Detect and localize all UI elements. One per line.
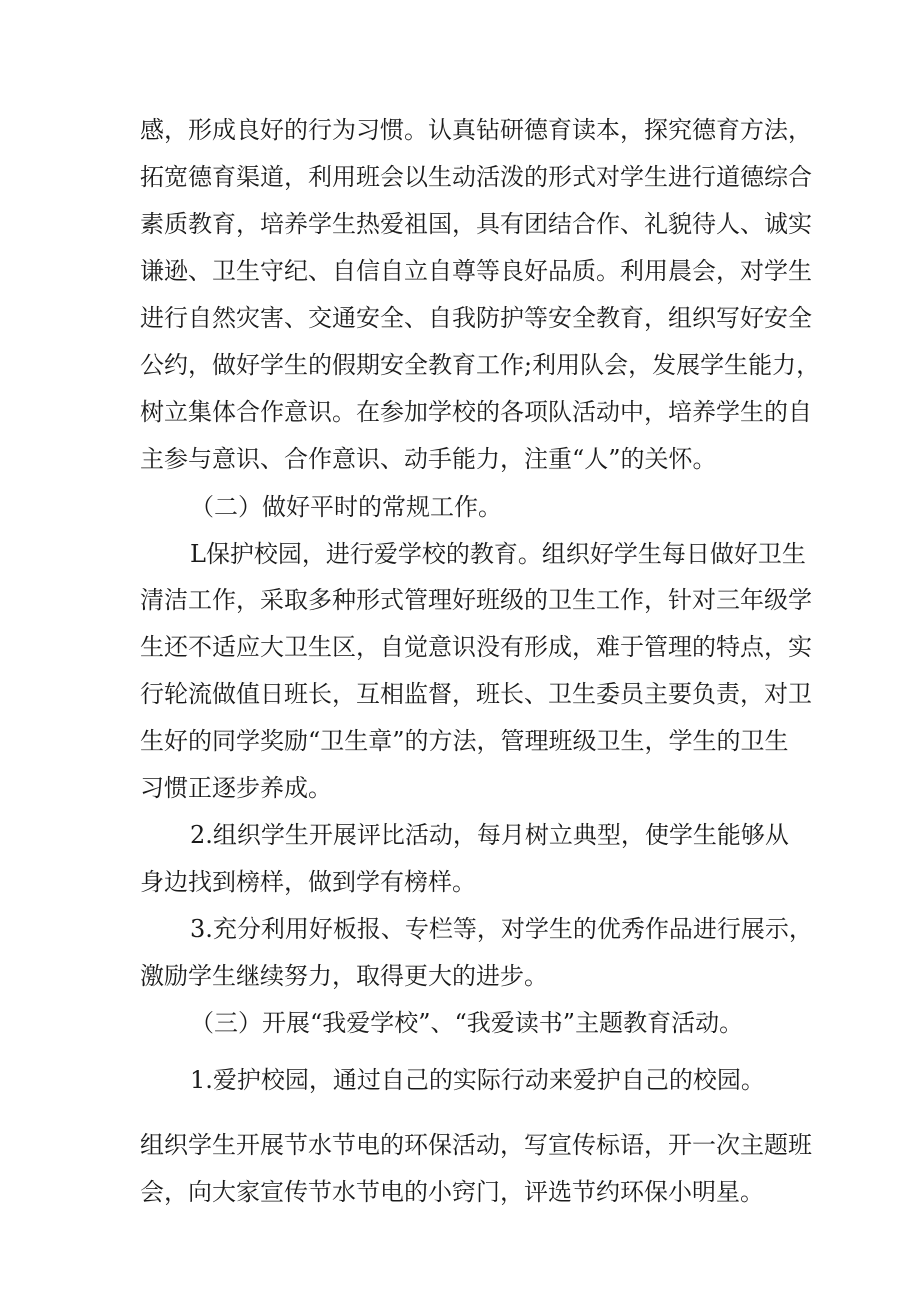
text-line: 拓宽德育渠道，利用班会以生动活泼的形式对学生进行道德综合 [140,163,812,191]
text-line: 素质教育，培养学生热爱祖国，具有团结合作、礼貌待人、诚实 [140,210,812,238]
text-line: 主参与意识、合作意识、动手能力，注重“人”的关怀。 [140,445,717,473]
text-line: 感，形成良好的行为习惯。认真钻研德育读本，探究德育方法， [140,116,812,144]
text-line: 身边找到榜样，做到学有榜样。 [140,868,476,896]
text-line: 生好的同学奖励“卫生章”的方法，管理班级卫生，学生的卫生 [140,727,789,755]
text-line: L保护校园，进行爱学校的教育。组织好学生每日做好卫生 [190,540,806,568]
text-line: 会，向大家宣传节水节电的小窍门，评选节约环保小明星。 [140,1178,764,1206]
text-line: 习惯正逐步养成。 [140,774,332,802]
text-line: 公约，做好学生的假期安全教育工作;利用队会，发展学生能力， [140,351,821,379]
text-line: 树立集体合作意识。在参加学校的各项队活动中，培养学生的自 [140,398,812,426]
section-heading: （三）开展“我爱学校”、“我爱读书”主题教育活动。 [190,1009,744,1037]
text-line: 激励学生继续努力，取得更大的进步。 [140,962,548,990]
text-line: 进行自然灾害、交通安全、自我防护等安全教育，组织写好安全 [140,304,812,332]
text-line: 2.组织学生开展评比活动，每月树立典型，使学生能够从 [190,821,789,849]
text-line: 组织学生开展节水节电的环保活动，写宣传标语，开一次主题班 [140,1131,812,1159]
text-line: 谦逊、卫生守纪、自信自立自尊等良好品质。利用晨会，对学生 [140,257,812,285]
section-heading: （二）做好平时的常规工作。 [190,493,502,521]
text-line: 清洁工作，采取多种形式管理好班级的卫生工作，针对三年级学 [140,586,812,614]
text-line: 3.充分利用好板报、专栏等，对学生的优秀作品进行展示， [190,915,813,943]
text-line: 1.爱护校园，通过自己的实际行动来爱护自己的校园。 [190,1066,765,1094]
text-line: 行轮流做值日班长，互相监督，班长、卫生委员主要负责，对卫 [140,680,812,708]
text-line: 生还不适应大卫生区，自觉意识没有形成，难于管理的特点，实 [140,633,812,661]
